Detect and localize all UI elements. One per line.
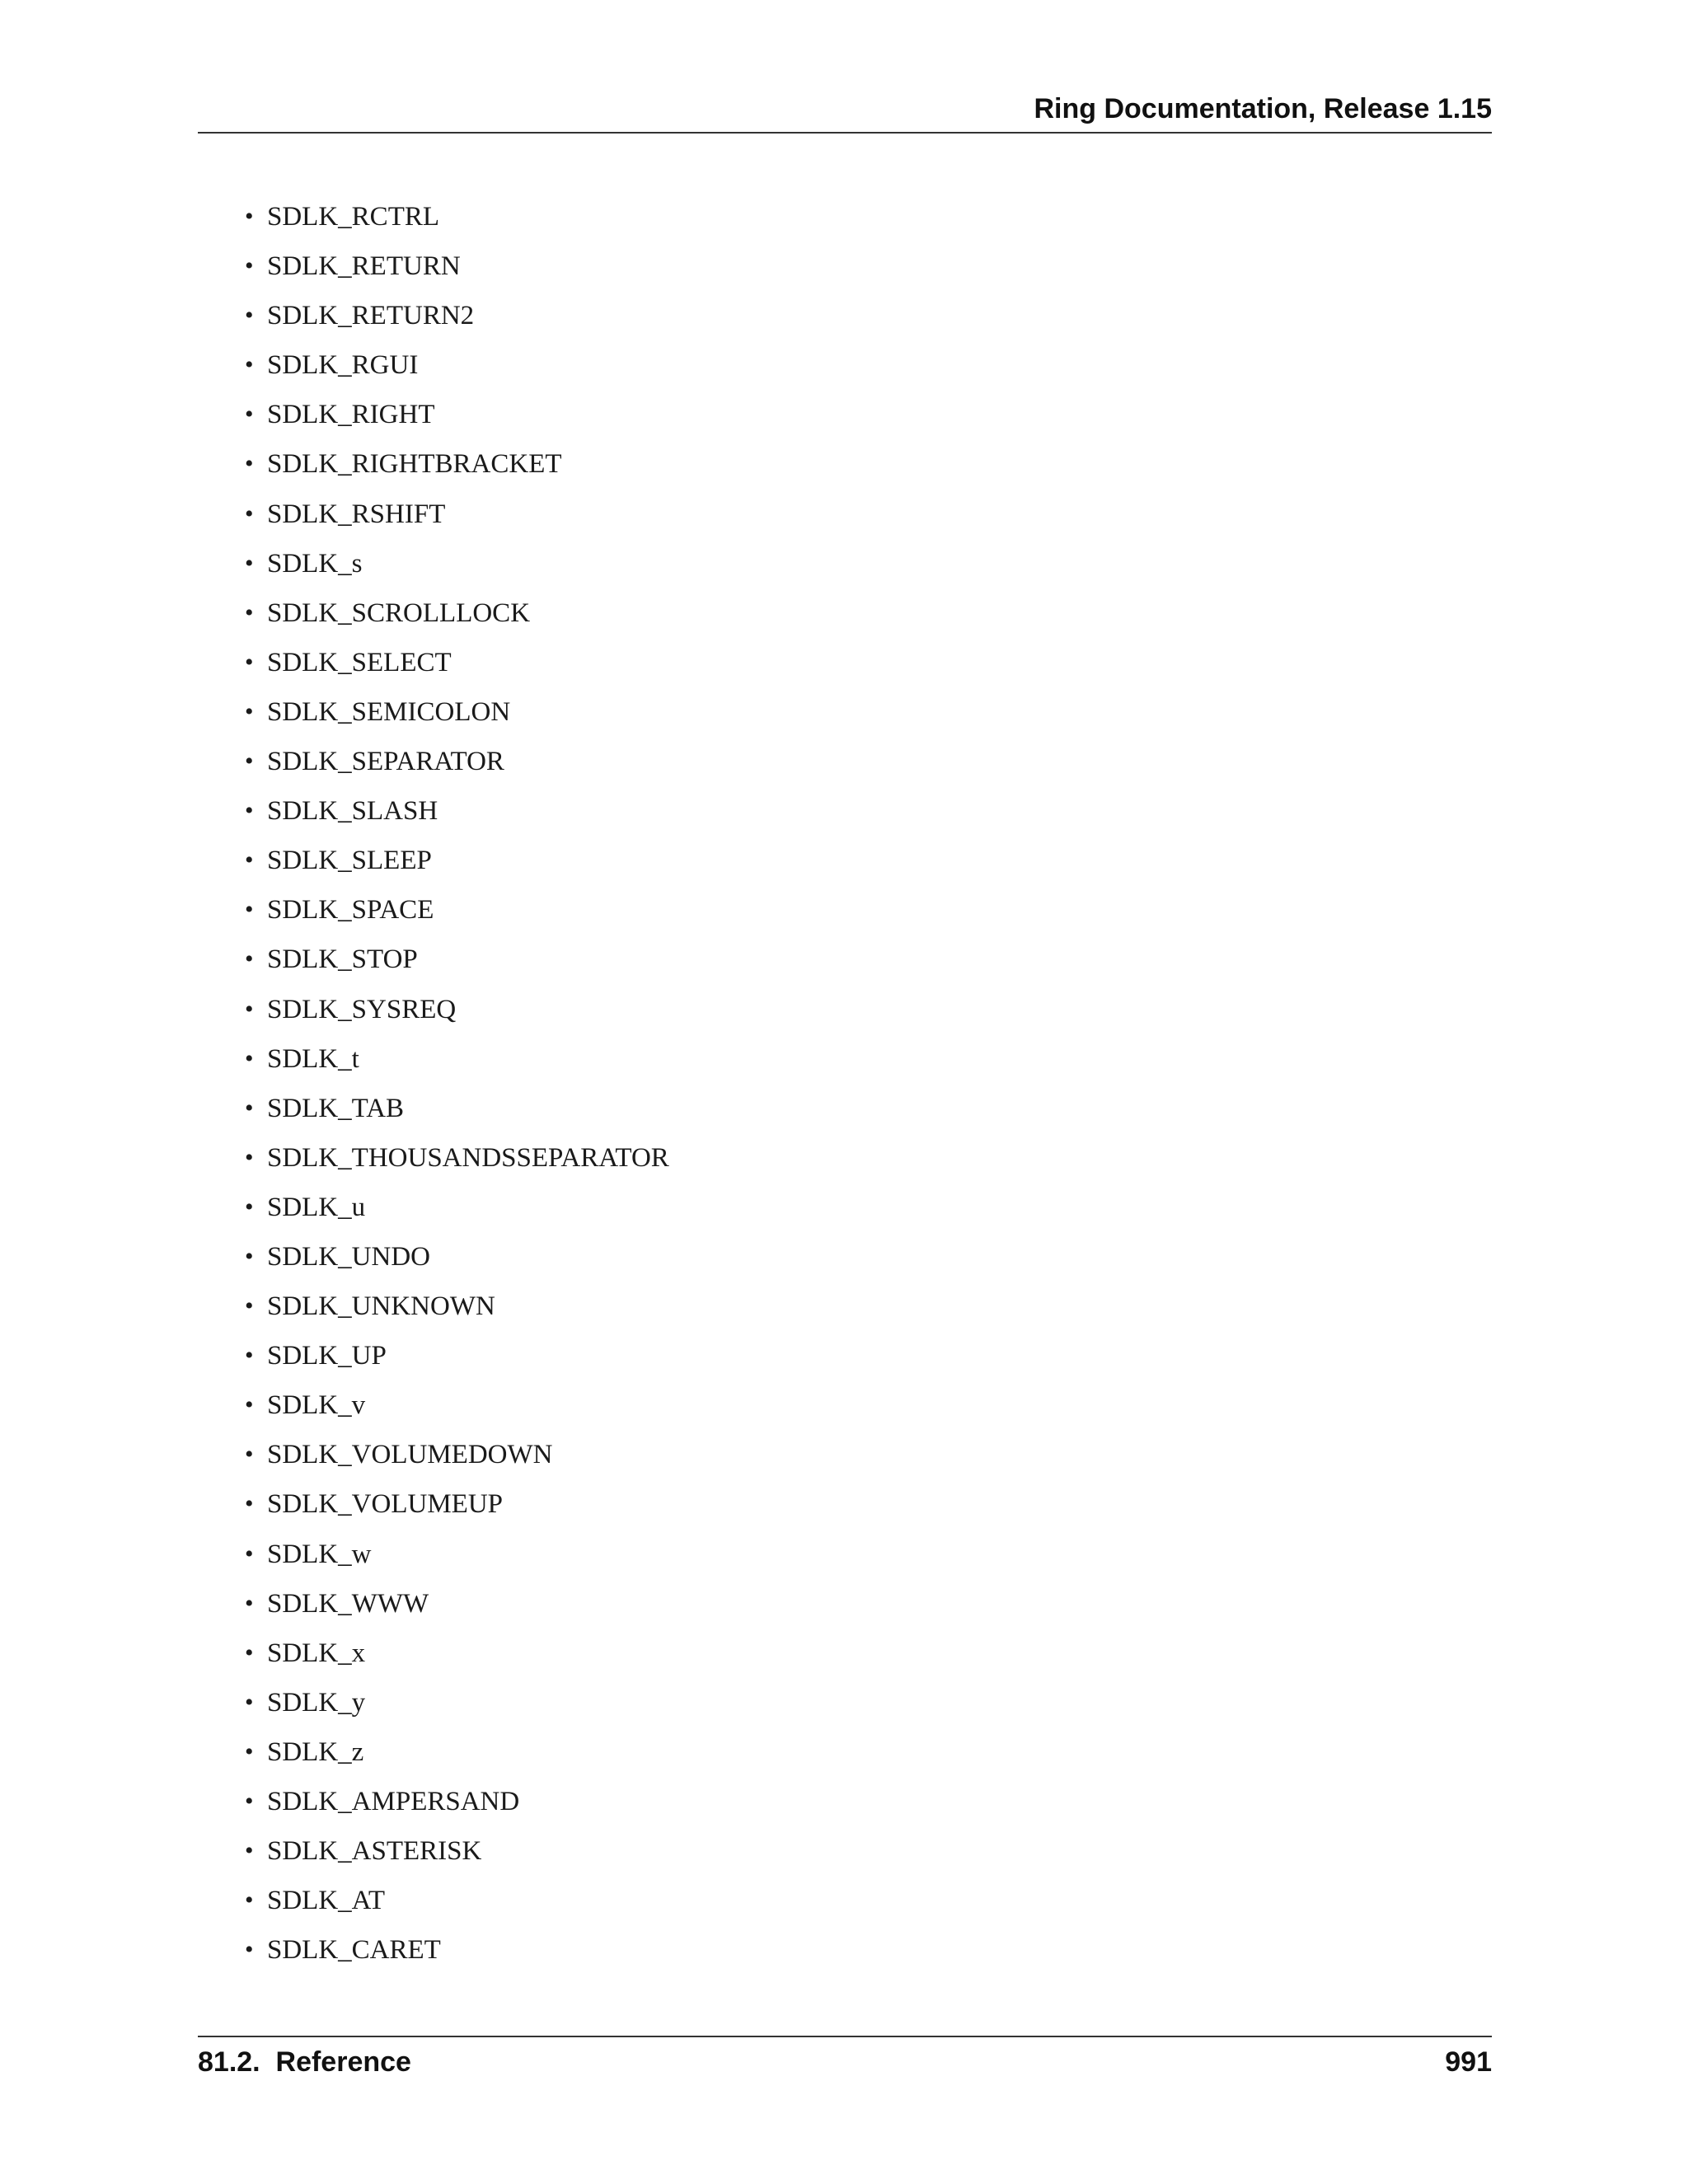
page-header	[198, 91, 1492, 134]
bullet-icon: •	[245, 748, 254, 776]
list-item-label: SDLK_SEPARATOR	[267, 747, 504, 777]
list-item	[198, 638, 669, 687]
bullet-icon: •	[245, 1936, 254, 1964]
list-item-label: SDLK_VOLUMEUP	[267, 1489, 504, 1520]
list-item-label: SDLK_STOP	[267, 944, 418, 975]
list-item-label: SDLK_RIGHTBRACKET	[267, 449, 562, 480]
bullet-icon: •	[245, 1886, 254, 1915]
bullet-icon: •	[245, 797, 254, 825]
bullet-icon: •	[245, 1688, 254, 1716]
bullet-icon: •	[245, 598, 254, 626]
list-item	[198, 1133, 669, 1183]
list-item-label: SDLK_SCROLLLOCK	[267, 598, 531, 628]
bullet-icon: •	[245, 1342, 254, 1370]
bullet-icon: •	[245, 945, 254, 973]
document-title: Ring Documentation, Release 1.15	[1034, 93, 1492, 124]
list-item	[198, 1826, 669, 1876]
list-item-label: SDLK_u	[267, 1192, 366, 1222]
bullet-icon: •	[245, 1490, 254, 1518]
list-item	[198, 1331, 669, 1380]
list-item	[198, 885, 669, 935]
list-item	[198, 1925, 669, 1975]
list-item	[198, 1232, 669, 1282]
list-item	[198, 1380, 669, 1430]
list-item-label: SDLK_t	[267, 1043, 359, 1074]
list-item	[198, 390, 669, 439]
bullet-icon: •	[245, 697, 254, 725]
list-item-label: SDLK_RGUI	[267, 350, 419, 381]
list-item	[198, 1084, 669, 1133]
list-item	[198, 786, 669, 836]
bullet-icon: •	[245, 1044, 254, 1072]
list-item-label: SDLK_RSHIFT	[267, 499, 446, 529]
bullet-icon: •	[245, 1540, 254, 1568]
list-item	[198, 1183, 669, 1232]
bullet-icon: •	[245, 1391, 254, 1419]
list-item-label: SDLK_SLEEP	[267, 846, 432, 876]
list-item	[198, 1282, 669, 1331]
bullet-icon: •	[245, 499, 254, 527]
list-item	[198, 340, 669, 390]
bullet-icon: •	[245, 1441, 254, 1469]
list-item-label: SDLK_CARET	[267, 1935, 441, 1966]
list-item-label: SDLK_ASTERISK	[267, 1836, 482, 1867]
list-item	[198, 1034, 669, 1084]
list-item	[198, 737, 669, 786]
bullet-icon: •	[245, 1737, 254, 1765]
bullet-icon: •	[245, 1292, 254, 1320]
list-item-label: SDLK_w	[267, 1539, 372, 1569]
bullet-icon: •	[245, 1193, 254, 1221]
list-item-label: SDLK_THOUSANDSSEPARATOR	[267, 1142, 669, 1173]
list-item	[198, 1479, 669, 1529]
bullet-icon: •	[245, 351, 254, 379]
list-item-label: SDLK_AMPERSAND	[267, 1787, 520, 1816]
bullet-icon: •	[245, 1143, 254, 1171]
bullet-icon: •	[245, 846, 254, 874]
bullet-icon: •	[245, 648, 254, 676]
list-item	[198, 1678, 669, 1727]
page-footer	[198, 2036, 1492, 2087]
bullet-icon: •	[245, 450, 254, 478]
list-item-label: SDLK_UNDO	[267, 1241, 430, 1272]
list-item	[198, 588, 669, 638]
list-item	[198, 490, 669, 539]
list-item-label: SDLK_v	[267, 1390, 366, 1421]
list-item-label: SDLK_RIGHT	[267, 400, 435, 430]
section-title: 81.2. Reference	[198, 2046, 411, 2078]
list-item-label: SDLK_UP	[267, 1341, 387, 1371]
list-item	[198, 935, 669, 984]
list-item-label: SDLK_x	[267, 1638, 366, 1668]
list-item	[198, 439, 669, 489]
list-item-label: SDLK_WWW	[267, 1588, 429, 1619]
list-item-label: SDLK_y	[267, 1687, 366, 1718]
list-item	[198, 1777, 669, 1826]
bullet-icon: •	[245, 1638, 254, 1666]
list-item	[198, 539, 669, 588]
list-item-label: SDLK_SEMICOLON	[267, 696, 511, 727]
bullet-icon: •	[245, 1589, 254, 1617]
bullet-icon: •	[245, 549, 254, 577]
list-item-label: SDLK_AT	[267, 1886, 386, 1916]
bullet-icon: •	[245, 1094, 254, 1122]
bullet-icon: •	[245, 1837, 254, 1865]
list-item-label: SDLK_SELECT	[267, 647, 452, 677]
sdl-key-list	[198, 192, 669, 1975]
list-item-label: SDLK_UNKNOWN	[267, 1291, 495, 1322]
list-item	[198, 1579, 669, 1629]
list-item-label: SDLK_SYSREQ	[267, 994, 457, 1024]
bullet-icon: •	[245, 302, 254, 330]
list-item	[198, 241, 669, 291]
list-item-label: SDLK_s	[267, 548, 363, 579]
bullet-icon: •	[245, 252, 254, 280]
bullet-icon: •	[245, 203, 254, 230]
list-item	[198, 1430, 669, 1479]
list-item	[198, 1727, 669, 1777]
list-item	[198, 1629, 669, 1678]
list-item	[198, 192, 669, 241]
bullet-icon: •	[245, 401, 254, 429]
page-number: 991	[1445, 2046, 1492, 2078]
bullet-icon: •	[245, 995, 254, 1023]
list-item-label: SDLK_RETURN	[267, 251, 461, 282]
bullet-icon: •	[245, 896, 254, 924]
list-item-label: SDLK_RETURN2	[267, 301, 475, 331]
list-item	[198, 1876, 669, 1925]
list-item-label: SDLK_z	[267, 1736, 364, 1767]
list-item-label: SDLK_VOLUMEDOWN	[267, 1440, 553, 1470]
list-item	[198, 291, 669, 340]
list-item-label: SDLK_SPACE	[267, 895, 434, 926]
bullet-icon: •	[245, 1242, 254, 1270]
bullet-icon: •	[245, 1788, 254, 1815]
list-item-label: SDLK_RCTRL	[267, 202, 440, 232]
list-item-label: SDLK_SLASH	[267, 796, 438, 827]
list-item	[198, 1530, 669, 1579]
list-item	[198, 836, 669, 885]
list-item	[198, 985, 669, 1034]
list-item	[198, 687, 669, 737]
list-item-label: SDLK_TAB	[267, 1093, 405, 1123]
